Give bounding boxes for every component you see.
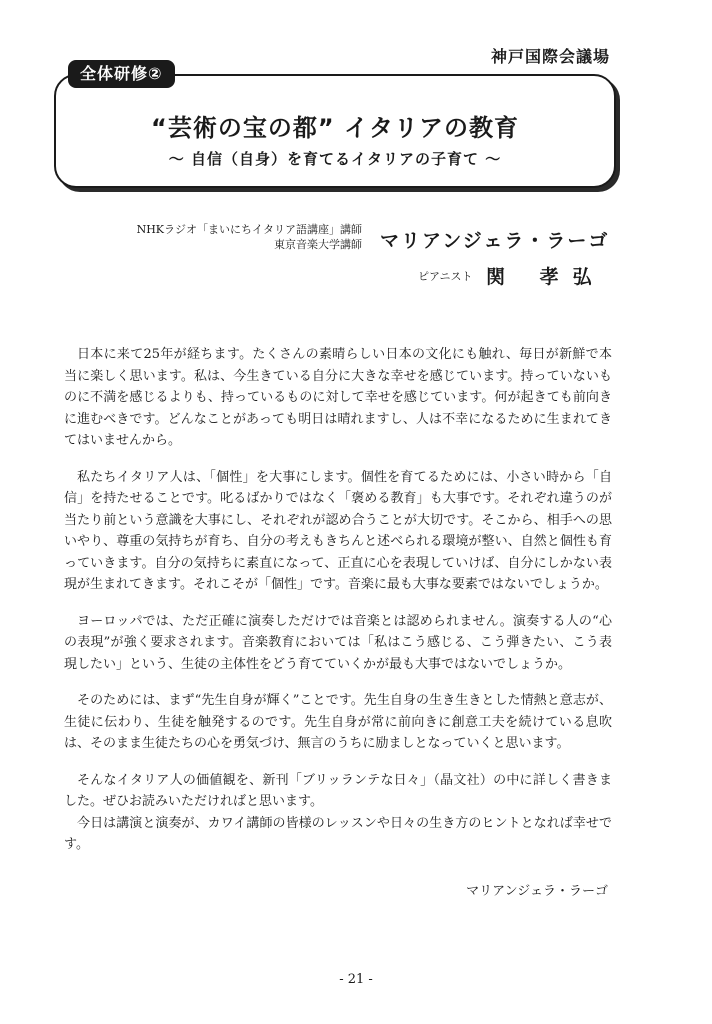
paragraph: 日本に来て25年が経ちます。たくさんの素晴らしい日本の文化にも触れ、毎日が新鮮で本当に楽しく思います。私は、今生きている自分に大きな幸せを感じています。持っていないものに不満を感じるよりも、持っているものに対して幸せを感じています。何が起きても前向きに進むべきです。どんなことがあっても明日は晴れますし、人は不幸になるために生まれてきてはいませんから。 [64, 347, 612, 448]
page-number: - 21 - [339, 972, 373, 987]
lecturer-role-2: 東京音楽大学講師 [274, 238, 362, 251]
paragraph: 私たちイタリア人は、「個性」を大事にします。個性を育てるためには、小さい時から「自信」を持たせることです。叱るばかりではなく「褒める教育」も大事です。それぞれ違うのが当たり前という意識を大事にし、それぞれが認め合うことが大切です。そこから、相手への思いやり、尊重の気持ちが育ち、自分の考えもきちんと述べられる環境が整い、自然と個性も育っていきます。自分の気持ちに素直になって、正直に心を表現していけば、自分にしかない表現が生まれてきます。それこそが「個性」です。音楽に最も大事な要素ではないでしょうか。 [64, 469, 612, 592]
lecturer-line [90, 222, 610, 262]
title-box [54, 74, 616, 188]
lecturer-roles [137, 222, 362, 252]
page-subtitle: 〜 自信（自身）を育てるイタリアの子育て 〜 [168, 150, 502, 168]
paragraph: そんなイタリア人の価値観を、新刊「ブリッランテな日々」（晶文社）の中に詳しく書きました。ぜひお読みいただければと思います。 [64, 772, 612, 809]
venue-label: 神戸国際会議場 [490, 47, 610, 66]
paragraph: 今日は講演と演奏が、カワイ講師の皆様のレッスンや日々の生き方のヒントとなれば幸せです。 [64, 815, 612, 852]
paragraph: ヨーロッパでは、ただ正確に演奏しただけでは音楽とは認められません。演奏する人の“心の表現”が強く要求されます。音楽教育においては「私はこう感じる、こう弾きたい、こう表現したい」という、生徒の主体性をどう育てていくかが最も大事ではないでしょうか。 [64, 613, 612, 672]
session-badge: 全体研修② [68, 60, 175, 88]
pianist-role: ピアニスト [418, 270, 473, 283]
paragraph: そのためには、まず“先生自身が輝く”ことです。先生自身の生き生きとした情熱と意志が、生徒に伝わり、生徒を触発するのです。先生自身が常に前向きに創意工夫を続けている息吹は、そのまま生徒たちの心を勇気づけ、無言のうちに励ましとなっていくと思います。 [64, 693, 612, 751]
pianist-line [90, 262, 610, 302]
pianist-name: 関 孝弘 [486, 266, 606, 288]
lecturer-name: マリアンジェラ・ラーゴ [380, 230, 610, 252]
page-title: “芸術の宝の都” イタリアの教育 [151, 114, 519, 142]
signature: マリアンジェラ・ラーゴ [466, 884, 608, 899]
article-body [64, 344, 612, 871]
lecturer-role-1: NHKラジオ「まいにちイタリア語講座」講師 [136, 223, 362, 236]
